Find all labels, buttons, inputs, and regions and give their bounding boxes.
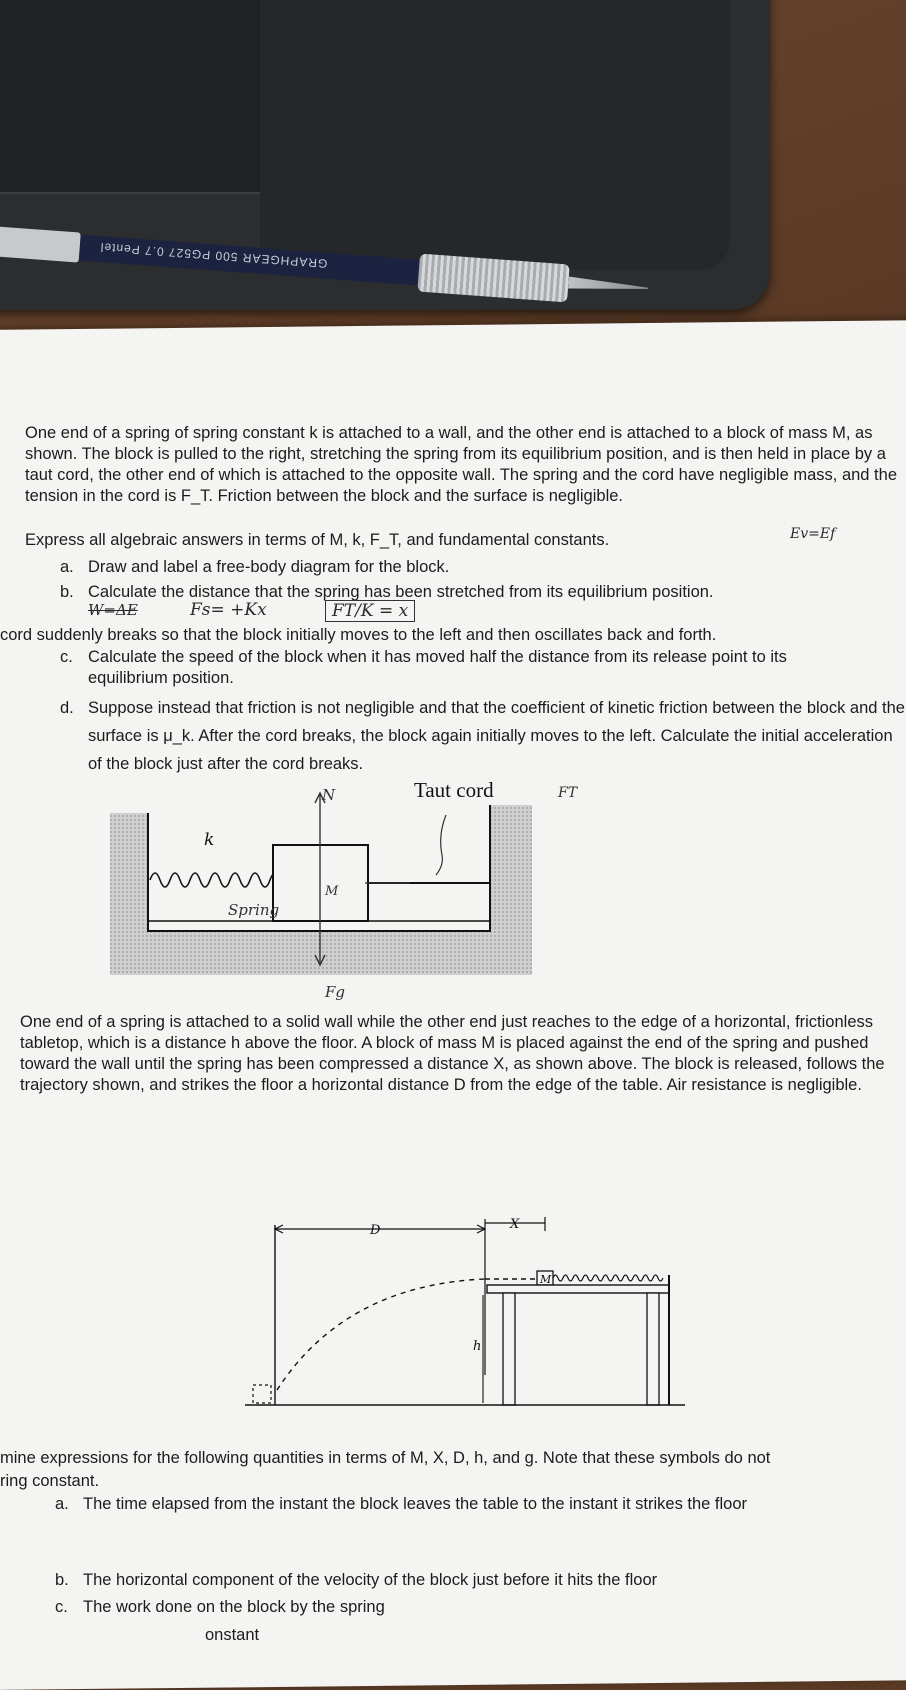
item-a-label: a. (60, 558, 74, 576)
label-d: D (370, 1223, 381, 1238)
trajectory-path (277, 1279, 485, 1390)
label-x: X (510, 1217, 520, 1232)
handwriting-normal: N (322, 786, 336, 804)
problem1-intro (25, 423, 905, 507)
table-leg-left (503, 1293, 515, 1405)
item-b-label: b. (60, 583, 74, 601)
landing-block (253, 1385, 271, 1403)
item-b-text: Calculate the distance that the spring has been stretched from its equilibrium position. (88, 583, 714, 601)
handwriting-w: W=ΔE (88, 601, 138, 619)
problem1-cord-line: cord suddenly breaks so that the block initially moves to the left and then oscillates back and forth. (0, 626, 717, 644)
spring-coil (150, 873, 280, 887)
label-m: M (540, 1273, 552, 1286)
problem2-item-c (55, 1597, 895, 1618)
spring-constant-label: k (204, 830, 215, 850)
label-h: h (473, 1339, 482, 1354)
handwriting-fs: Fs= +Kx (190, 600, 267, 620)
handwriting-ft-box: FT/K = x (325, 600, 415, 622)
handwriting-m: M (325, 884, 339, 899)
item-c-label: c. (60, 648, 73, 666)
problem1-item-c (60, 647, 840, 689)
p2-item-c-label: c. (55, 1598, 68, 1616)
problem2-determine: mine expressions for the following quantities in terms of M, X, D, h, and g. Note that these symbols do not (0, 1449, 771, 1467)
taut-cord-label: Taut cord (414, 778, 494, 802)
p2-item-c-text: The work done on the block by the spring (83, 1598, 385, 1616)
item-c-text: Calculate the speed of the block when it has moved half the distance from its release point to its equilibrium position. (88, 648, 787, 687)
pencil-brand-text: GRAPHGEAR 500 PG527 0.7 Pentel (99, 240, 328, 271)
handwriting-fg: Fg (325, 983, 346, 1001)
problem2-item-a (55, 1494, 895, 1515)
handwriting-ev: Ev=Ef (790, 526, 836, 542)
problem1-item-d (60, 694, 906, 778)
item-a-text: Draw and label a free-body diagram for the block. (88, 558, 450, 576)
handwriting-spring: Spring (228, 901, 280, 919)
item-d-text: Suppose instead that friction is not negligible and that the coefficient of kinetic friction between the block and the surface is μ_k. After the cord breaks, the block again initially moves to the left. Calculate the initial acceleration of the block just after the cord breaks. (88, 699, 905, 773)
compressed-spring (553, 1275, 663, 1281)
problem2-item-b (55, 1570, 895, 1591)
pencil-grip (417, 254, 569, 303)
p2-item-a-text: The time elapsed from the instant the block leaves the table to the instant it strikes the floor (83, 1495, 748, 1513)
problem2-item-d-cut: onstant (205, 1626, 260, 1644)
problem1-item-b (60, 582, 900, 603)
pencil-clip (0, 226, 81, 263)
item-d-label: d. (60, 699, 74, 717)
p2-item-b-text: The horizontal component of the velocity of the block just before it hits the floor (83, 1571, 658, 1589)
p2-item-a-label: a. (55, 1495, 69, 1513)
problem1-intro-text: One end of a spring of spring constant k is attached to a wall, and the other end is attached to a block of mass M, as shown. The block is pulled to the right, stretching the spring from its equilibrium position, and is then held in place by a taut cord, the other end of which is attached to the opposite wall. The spring and the cord have negligible mass, and the tension in the cord is F_T. Friction between the block and the surface is negligible. (25, 424, 897, 505)
handwriting-ft: FT (558, 785, 578, 801)
problem1-item-a (60, 557, 900, 578)
projectile-figure (245, 1215, 705, 1470)
cord-pointer-scribble (436, 815, 446, 875)
p2-item-b-label: b. (55, 1571, 69, 1589)
tabletop (487, 1285, 669, 1293)
problem1-express: Express all algebraic answers in terms of M, k, F_T, and fundamental constants. (25, 531, 610, 549)
problem2-intro-text: One end of a spring is attached to a solid wall while the other end just reaches to the edge of a horizontal, frictionless tabletop, which is a distance h above the floor. A block of mass M is placed against the end of the spring and pushed toward the wall until the spring has been compressed a distance X, as shown above. The block is released, follows the trajectory shown, and strikes the floor a horizontal distance D from the edge of the table. Air resistance is negligible. (20, 1013, 885, 1094)
problem2-determine-cont: ring constant. (0, 1472, 100, 1490)
spring-block-figure (110, 775, 580, 1015)
laptop-lid (260, 0, 730, 270)
problem2-intro (20, 1012, 906, 1096)
pencil-tip (568, 276, 649, 294)
table-leg-right (647, 1293, 659, 1405)
